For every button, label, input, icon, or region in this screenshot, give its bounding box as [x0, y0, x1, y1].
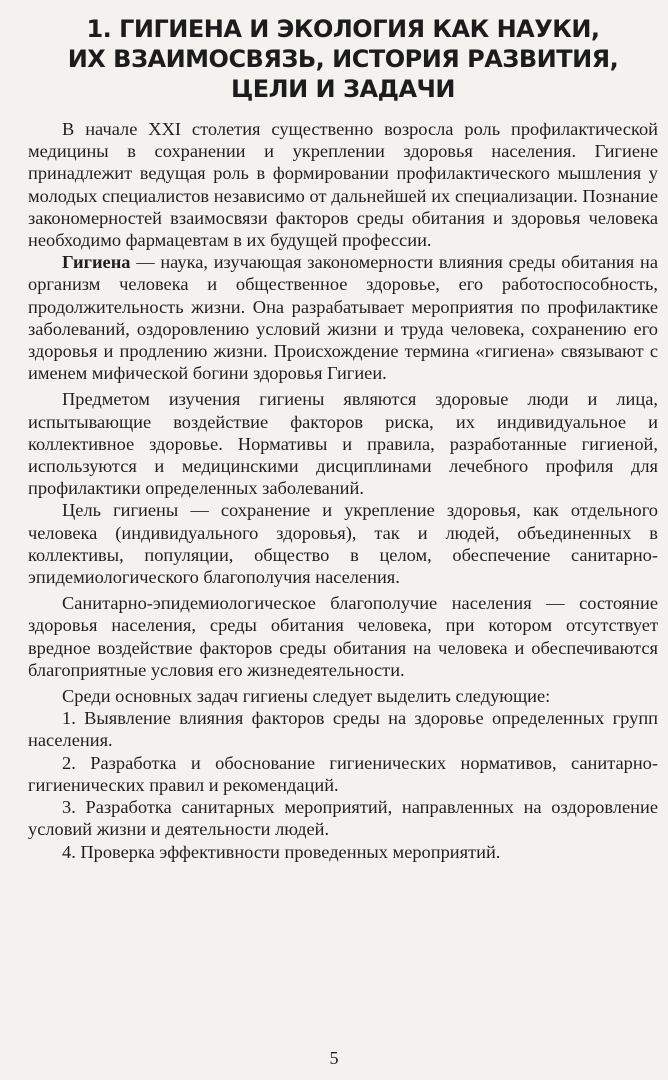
paragraph-goal: Цель гигиены — сохранение и укрепление здоровья, как отдельного человека (индивидуального здоровья), так и людей, объединенных в коллективы, популяции, общество в целом, обеспечение санитарно-эпидемиологического благополучия населения. — [28, 500, 658, 588]
chapter-heading-line-3: ЦЕЛИ И ЗАДАЧИ — [230, 75, 456, 103]
paragraph-definition — [28, 251, 658, 384]
page-number: 5 — [329, 1048, 339, 1068]
task-item-1: 1. Выявление влияния факторов среды на здоровье определенных групп населения. — [28, 708, 658, 751]
paragraph-wellbeing: Санитарно-эпидемиологическое благополучие населения — состояние здоровья населения, среды обитания человека, при котором отсутствует вредное воздействие факторов среды обитания на человека и обеспечиваются благоприятные условия его жизнедеятельности. — [28, 593, 658, 680]
term-hygiene: Гигиена — [62, 252, 131, 273]
definition-text: — наука, изучающая закономерности влияния среды обитания на организм человека и общественное здоровье, его работоспособность, продолжительность жизни. Она разрабатывает мероприятия по профилактике заболеваний, оздоровлению условий жизни и труда человека, сохранению его здоровья и продлению жизни. Происхождение термина «гигиена» связывают с именем мифической богини здоровья Гигиеи. — [28, 252, 658, 384]
task-item-2: 2. Разработка и обоснование гигиенических нормативов, санитарно-гигиенических правил и рекомендаций. — [28, 752, 658, 795]
chapter-heading-line-1: 1. ГИГИЕНА И ЭКОЛОГИЯ КАК НАУКИ, — [86, 15, 600, 43]
task-item-3: 3. Разработка санитарных мероприятий, направленных на оздоровление условий жизни и деятельности людей. — [28, 797, 658, 840]
paragraph-intro: В начале XXI столетия существенно возросла роль профилактической медицины в сохранении и укреплении здоровья населения. Гигиене принадлежит ведущая роль в формировании профилактического мышления у молодых специалистов независимо от дальнейшей их специализации. Познание закономерностей взаимосвязи факторов среды обитания и здоровья человека необходимо фармацевтам в их будущей профессии. — [28, 119, 658, 251]
chapter-body — [28, 118, 658, 863]
book-page — [28, 14, 658, 863]
chapter-heading-line-2: ИХ ВЗАИМОСВЯЗЬ, ИСТОРИЯ РАЗВИТИЯ, — [67, 45, 619, 73]
task-item-4: 4. Проверка эффективности проведенных мероприятий. — [62, 841, 501, 862]
paragraph-tasks-intro: Среди основных задач гигиены следует выделить следующие: — [62, 686, 551, 707]
chapter-heading — [28, 14, 658, 104]
paragraph-subject: Предметом изучения гигиены являются здоровые люди и лица, испытывающие воздействие факторов риска, их индивидуальное и коллективное здоровье. Нормативы и правила, разработанные гигиеной, используются и медицинскими дисциплинами лечебного профиля для профилактики определенных заболеваний. — [28, 389, 658, 499]
